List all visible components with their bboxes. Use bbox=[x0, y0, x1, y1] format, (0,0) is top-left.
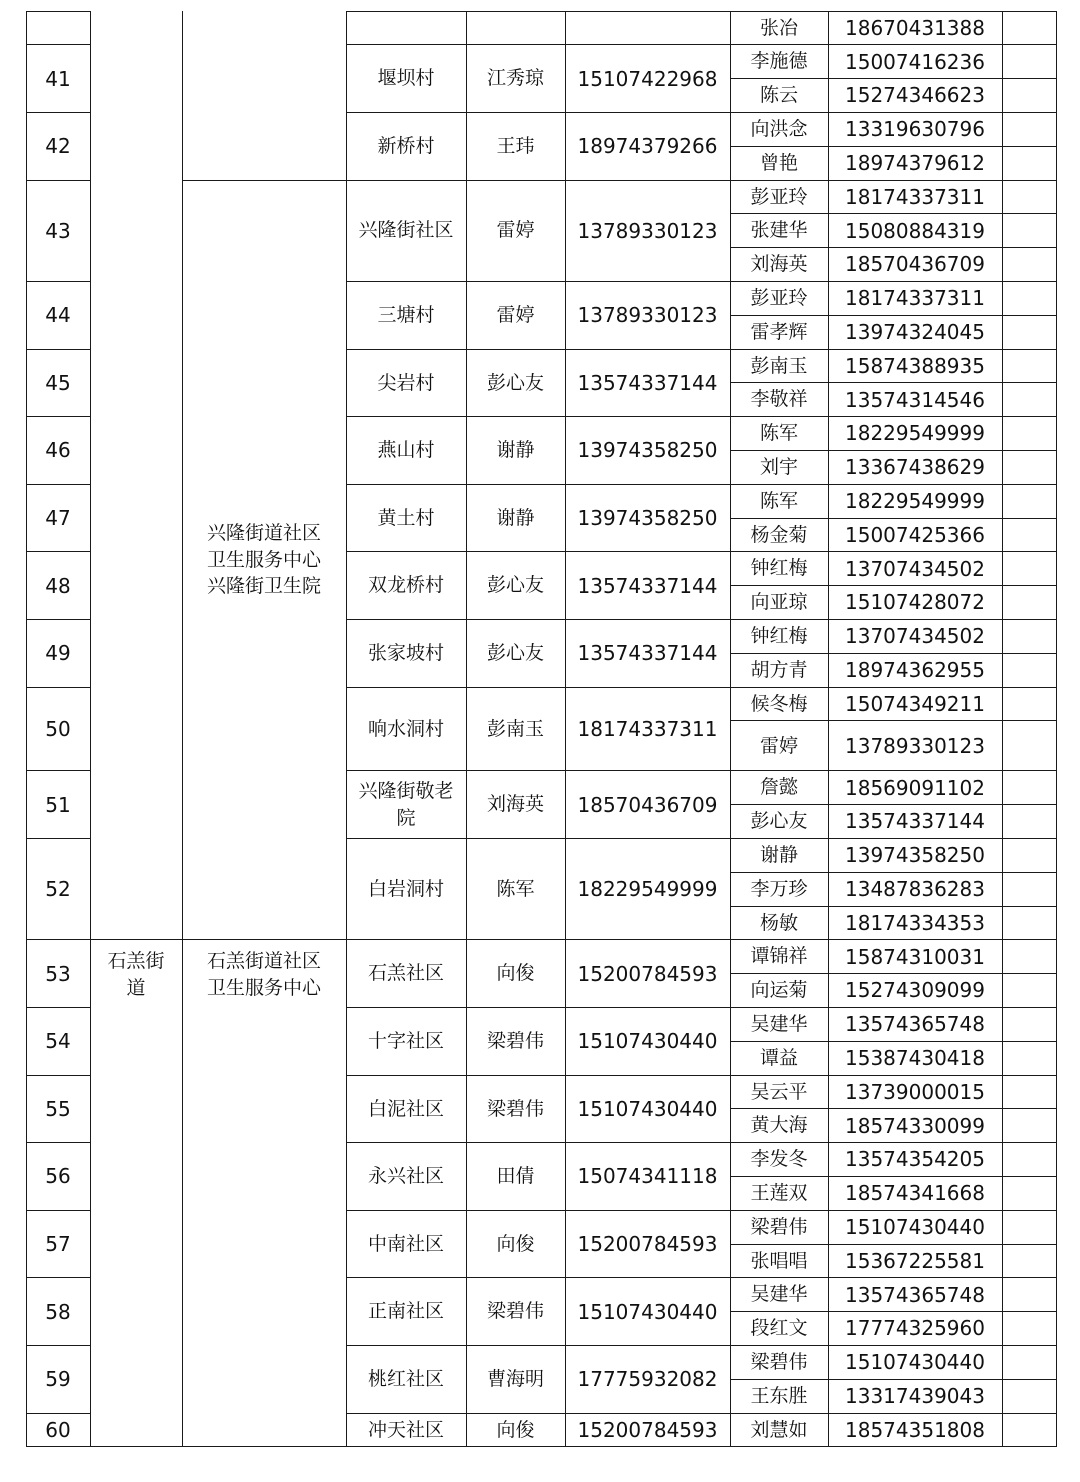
row-divider bbox=[26, 1210, 90, 1211]
staff-subrow-divider bbox=[730, 78, 1056, 79]
row-divider bbox=[26, 1277, 90, 1278]
row-number-cell: 54 bbox=[45, 1029, 71, 1054]
row-divider bbox=[26, 939, 90, 940]
village-cell: 正南社区 bbox=[367, 1300, 444, 1323]
row-divider bbox=[26, 281, 90, 282]
row-divider bbox=[346, 687, 1056, 688]
row-number-cell: 43 bbox=[45, 218, 71, 243]
bottom-border bbox=[26, 1446, 1057, 1447]
contact-name-cell: 陈军 bbox=[496, 877, 535, 900]
contact-phone-cell: 18174337311 bbox=[577, 716, 718, 741]
row-divider bbox=[26, 1142, 90, 1143]
staff-subrow-divider bbox=[730, 450, 1056, 451]
row-number-cell: 44 bbox=[45, 303, 71, 328]
contact-phone-cell: 13574337144 bbox=[577, 573, 718, 598]
row-divider bbox=[346, 349, 1056, 350]
staff-phone-cell: 15367225581 bbox=[845, 1248, 985, 1273]
staff-name-cell: 雷婷 bbox=[759, 734, 798, 757]
row-number-cell: 42 bbox=[45, 134, 71, 159]
staff-name-cell: 吴建华 bbox=[750, 1012, 808, 1035]
column-divider bbox=[1002, 11, 1003, 1448]
staff-name-cell: 张冶 bbox=[759, 16, 798, 39]
staff-name-cell: 钟红梅 bbox=[750, 557, 808, 580]
staff-name-cell: 陈云 bbox=[759, 84, 798, 107]
row-divider bbox=[346, 112, 1056, 113]
staff-name-cell: 谭益 bbox=[759, 1046, 798, 1069]
row-divider bbox=[346, 619, 1056, 620]
row-number-cell: 47 bbox=[45, 505, 71, 530]
village-cell: 堰坝村 bbox=[377, 67, 435, 90]
contact-phone-cell: 18974379266 bbox=[577, 134, 718, 159]
contact-phone-cell: 15107430440 bbox=[577, 1029, 718, 1054]
staff-phone-cell: 13789330123 bbox=[845, 733, 985, 758]
row-divider bbox=[26, 1413, 90, 1414]
top-border bbox=[346, 11, 1056, 12]
row-divider bbox=[26, 619, 90, 620]
staff-name-cell: 向亚琼 bbox=[750, 591, 808, 614]
staff-name-cell: 彭亚玲 bbox=[750, 185, 808, 208]
staff-name-cell: 梁碧伟 bbox=[750, 1350, 808, 1373]
contact-name-cell: 王玮 bbox=[496, 134, 535, 157]
row-divider bbox=[26, 687, 90, 688]
staff-phone-cell: 18174334353 bbox=[845, 910, 985, 935]
staff-subrow-divider bbox=[730, 1041, 1056, 1042]
contact-phone-cell: 13789330123 bbox=[577, 303, 718, 328]
table-border-right bbox=[1056, 11, 1057, 1448]
staff-phone-cell: 15107430440 bbox=[845, 1215, 985, 1240]
contact-name-cell: 彭南玉 bbox=[486, 717, 544, 740]
column-divider bbox=[466, 11, 467, 1448]
staff-phone-cell: 15274346623 bbox=[845, 83, 985, 108]
village-cell: 黄土村 bbox=[377, 506, 435, 529]
row-divider bbox=[182, 939, 346, 940]
staff-name-cell: 刘海英 bbox=[750, 253, 808, 276]
contact-phone-cell: 13974358250 bbox=[577, 505, 718, 530]
contact-name-cell: 雷婷 bbox=[496, 303, 535, 326]
staff-phone-cell: 13974358250 bbox=[845, 843, 985, 868]
contact-name-cell: 向俊 bbox=[496, 1232, 535, 1255]
health-center-cell: 兴隆街道社区 卫生服务中心 兴隆街卫生院 bbox=[206, 522, 321, 598]
contact-phone-cell: 15200784593 bbox=[577, 1417, 718, 1442]
staff-subrow-divider bbox=[730, 1176, 1056, 1177]
staff-name-cell: 谭锦祥 bbox=[750, 945, 808, 968]
staff-subrow-divider bbox=[730, 872, 1056, 873]
contact-name-cell: 向俊 bbox=[496, 962, 535, 985]
staff-name-cell: 王莲双 bbox=[750, 1181, 808, 1204]
contact-phone-cell: 15107430440 bbox=[577, 1096, 718, 1121]
staff-name-cell: 彭亚玲 bbox=[750, 286, 808, 309]
contact-phone-cell: 18229549999 bbox=[577, 877, 718, 902]
column-divider bbox=[828, 11, 829, 1448]
village-cell: 三塘村 bbox=[377, 303, 435, 326]
village-cell: 中南社区 bbox=[367, 1232, 444, 1255]
contact-phone-cell: 15107422968 bbox=[577, 66, 718, 91]
staff-phone-cell: 15074349211 bbox=[845, 691, 985, 716]
staff-subrow-divider bbox=[730, 315, 1056, 316]
staff-phone-cell: 18574330099 bbox=[845, 1113, 985, 1138]
contact-name-cell: 曹海明 bbox=[486, 1367, 544, 1390]
village-cell: 冲天社区 bbox=[367, 1418, 444, 1441]
row-divider bbox=[90, 939, 182, 940]
contact-phone-cell: 13574337144 bbox=[577, 370, 718, 395]
staff-phone-cell: 15080884319 bbox=[845, 218, 985, 243]
staff-name-cell: 陈军 bbox=[759, 422, 798, 445]
staff-name-cell: 陈军 bbox=[759, 489, 798, 512]
row-divider bbox=[346, 1277, 1056, 1278]
village-cell: 桃红社区 bbox=[367, 1367, 444, 1390]
staff-subrow-divider bbox=[730, 146, 1056, 147]
staff-phone-cell: 18174337311 bbox=[845, 286, 985, 311]
row-divider bbox=[26, 349, 90, 350]
village-cell: 兴隆街社区 bbox=[358, 219, 454, 242]
row-number-cell: 48 bbox=[45, 573, 71, 598]
village-cell: 响水洞村 bbox=[367, 717, 444, 740]
row-number-cell: 60 bbox=[45, 1417, 71, 1442]
staff-phone-cell: 13739000015 bbox=[845, 1079, 985, 1104]
column-divider bbox=[182, 11, 183, 1448]
staff-phone-cell: 13574365748 bbox=[845, 1012, 985, 1037]
contact-phone-cell: 15107430440 bbox=[577, 1299, 718, 1324]
row-number-cell: 45 bbox=[45, 370, 71, 395]
staff-phone-cell: 13707434502 bbox=[845, 624, 985, 649]
staff-name-cell: 李施德 bbox=[750, 50, 808, 73]
column-divider bbox=[730, 11, 731, 1448]
row-divider bbox=[26, 838, 90, 839]
row-divider bbox=[26, 1075, 90, 1076]
staff-phone-cell: 18974362955 bbox=[845, 658, 985, 683]
contact-name-cell: 刘海英 bbox=[486, 793, 544, 816]
staff-phone-cell: 15007416236 bbox=[845, 49, 985, 74]
row-divider bbox=[26, 416, 90, 417]
row-divider bbox=[346, 44, 1056, 45]
row-divider bbox=[346, 939, 1056, 940]
staff-name-cell: 刘宇 bbox=[759, 455, 798, 478]
contact-name-cell: 田倩 bbox=[496, 1165, 535, 1188]
contact-phone-cell: 17775932082 bbox=[577, 1367, 718, 1392]
village-cell: 尖岩村 bbox=[377, 371, 435, 394]
staff-phone-cell: 13319630796 bbox=[845, 117, 985, 142]
staff-name-cell: 胡方青 bbox=[750, 658, 808, 681]
village-cell: 新桥村 bbox=[377, 134, 435, 157]
subdistrict-cell: 石羔街 道 bbox=[107, 950, 165, 999]
contact-name-cell: 向俊 bbox=[496, 1418, 535, 1441]
row-number-cell: 53 bbox=[45, 961, 71, 986]
staff-phone-cell: 13574354205 bbox=[845, 1147, 985, 1172]
staff-name-cell: 黄大海 bbox=[750, 1114, 808, 1137]
contact-name-cell: 彭心友 bbox=[486, 574, 544, 597]
row-divider bbox=[26, 180, 90, 181]
column-divider bbox=[26, 11, 27, 1448]
staff-name-cell: 张建华 bbox=[750, 219, 808, 242]
staff-phone-cell: 18974379612 bbox=[845, 151, 985, 176]
row-divider bbox=[346, 1210, 1056, 1211]
row-divider bbox=[346, 551, 1056, 552]
contact-name-cell: 梁碧伟 bbox=[486, 1300, 544, 1323]
staff-name-cell: 王东胜 bbox=[750, 1384, 808, 1407]
row-divider bbox=[346, 1007, 1056, 1008]
staff-name-cell: 杨金菊 bbox=[750, 523, 808, 546]
contact-phone-cell: 13789330123 bbox=[577, 218, 718, 243]
row-number-cell: 49 bbox=[45, 641, 71, 666]
row-divider bbox=[182, 180, 346, 181]
staff-phone-cell: 18174337311 bbox=[845, 184, 985, 209]
row-number-cell: 50 bbox=[45, 716, 71, 741]
staff-phone-cell: 13317439043 bbox=[845, 1384, 985, 1409]
staff-phone-cell: 15874310031 bbox=[845, 944, 985, 969]
staff-name-cell: 詹懿 bbox=[759, 776, 798, 799]
staff-phone-cell: 18574341668 bbox=[845, 1181, 985, 1206]
staff-phone-cell: 13707434502 bbox=[845, 556, 985, 581]
row-number-cell: 52 bbox=[45, 877, 71, 902]
staff-phone-cell: 13574365748 bbox=[845, 1282, 985, 1307]
staff-subrow-divider bbox=[730, 720, 1056, 721]
village-cell: 双龙桥村 bbox=[367, 574, 444, 597]
staff-phone-cell: 18229549999 bbox=[845, 421, 985, 446]
staff-phone-cell: 13574337144 bbox=[845, 809, 985, 834]
village-cell: 石羔社区 bbox=[367, 962, 444, 985]
staff-name-cell: 雷孝辉 bbox=[750, 320, 808, 343]
staff-phone-cell: 13487836283 bbox=[845, 877, 985, 902]
row-divider bbox=[346, 281, 1056, 282]
staff-subrow-divider bbox=[730, 1244, 1056, 1245]
staff-name-cell: 向运菊 bbox=[750, 979, 808, 1002]
row-divider bbox=[26, 484, 90, 485]
row-divider bbox=[26, 44, 90, 45]
staff-name-cell: 彭心友 bbox=[750, 810, 808, 833]
row-divider bbox=[26, 112, 90, 113]
staff-subrow-divider bbox=[730, 1379, 1056, 1380]
row-divider bbox=[26, 1345, 90, 1346]
row-number-cell: 58 bbox=[45, 1299, 71, 1324]
village-cell: 白泥社区 bbox=[367, 1097, 444, 1120]
staff-subrow-divider bbox=[730, 1108, 1056, 1109]
row-number-cell: 46 bbox=[45, 438, 71, 463]
staff-phone-cell: 18229549999 bbox=[845, 489, 985, 514]
contact-name-cell: 彭心友 bbox=[486, 371, 544, 394]
row-divider bbox=[346, 180, 1056, 181]
staff-name-cell: 李万珍 bbox=[750, 877, 808, 900]
column-divider bbox=[90, 11, 91, 1448]
row-number-cell: 51 bbox=[45, 792, 71, 817]
staff-subrow-divider bbox=[730, 1311, 1056, 1312]
staff-name-cell: 段红文 bbox=[750, 1317, 808, 1340]
staff-name-cell: 张唱唱 bbox=[750, 1249, 808, 1272]
staff-phone-cell: 17774325960 bbox=[845, 1316, 985, 1341]
staff-name-cell: 彭南玉 bbox=[750, 354, 808, 377]
staff-phone-cell: 15107428072 bbox=[845, 590, 985, 615]
row-number-cell: 57 bbox=[45, 1231, 71, 1256]
staff-subrow-divider bbox=[730, 804, 1056, 805]
staff-name-cell: 刘慧如 bbox=[750, 1418, 808, 1441]
staff-subrow-divider bbox=[730, 585, 1056, 586]
contact-phone-cell: 15200784593 bbox=[577, 961, 718, 986]
staff-phone-cell: 15387430418 bbox=[845, 1046, 985, 1071]
staff-phone-cell: 15007425366 bbox=[845, 522, 985, 547]
health-center-cell: 石羔街道社区 卫生服务中心 bbox=[206, 950, 321, 999]
row-divider bbox=[346, 484, 1056, 485]
column-divider bbox=[346, 11, 347, 1448]
staff-subrow-divider bbox=[730, 382, 1056, 383]
village-cell: 白岩洞村 bbox=[367, 877, 444, 900]
village-cell: 永兴社区 bbox=[367, 1165, 444, 1188]
row-divider bbox=[346, 1413, 1056, 1414]
staff-name-cell: 吴建华 bbox=[750, 1283, 808, 1306]
contact-phone-cell: 18570436709 bbox=[577, 792, 718, 817]
contact-name-cell: 江秀琼 bbox=[486, 67, 544, 90]
row-number-cell: 56 bbox=[45, 1164, 71, 1189]
staff-phone-cell: 18670431388 bbox=[845, 15, 985, 40]
contact-phone-cell: 13574337144 bbox=[577, 641, 718, 666]
row-number-cell: 41 bbox=[45, 66, 71, 91]
staff-subrow-divider bbox=[730, 653, 1056, 654]
staff-name-cell: 吴云平 bbox=[750, 1080, 808, 1103]
staff-name-cell: 曾艳 bbox=[759, 151, 798, 174]
row-divider bbox=[346, 1142, 1056, 1143]
contact-name-cell: 谢静 bbox=[496, 439, 535, 462]
staff-subrow-divider bbox=[730, 906, 1056, 907]
row-number-cell: 55 bbox=[45, 1096, 71, 1121]
staff-phone-cell: 15874388935 bbox=[845, 353, 985, 378]
staff-name-cell: 杨敏 bbox=[759, 911, 798, 934]
village-cell: 燕山村 bbox=[377, 439, 435, 462]
contact-phone-cell: 15074341118 bbox=[577, 1164, 718, 1189]
staff-subrow-divider bbox=[730, 247, 1056, 248]
row-divider bbox=[346, 770, 1056, 771]
staff-subrow-divider bbox=[730, 213, 1056, 214]
staff-phone-cell: 18574351808 bbox=[845, 1417, 985, 1442]
contact-phone-cell: 15200784593 bbox=[577, 1231, 718, 1256]
top-border-left bbox=[26, 11, 90, 12]
staff-phone-cell: 13367438629 bbox=[845, 455, 985, 480]
staff-name-cell: 李发冬 bbox=[750, 1148, 808, 1171]
staff-phone-cell: 15274309099 bbox=[845, 978, 985, 1003]
village-cell: 兴隆街敬老 院 bbox=[358, 780, 454, 829]
village-cell: 张家坡村 bbox=[367, 641, 444, 664]
row-divider bbox=[346, 1345, 1056, 1346]
staff-phone-cell: 15107430440 bbox=[845, 1350, 985, 1375]
contact-name-cell: 谢静 bbox=[496, 506, 535, 529]
staff-name-cell: 梁碧伟 bbox=[750, 1215, 808, 1238]
village-cell: 十字社区 bbox=[367, 1029, 444, 1052]
staff-name-cell: 候冬梅 bbox=[750, 692, 808, 715]
row-divider bbox=[26, 551, 90, 552]
row-divider bbox=[26, 1007, 90, 1008]
staff-phone-cell: 13574314546 bbox=[845, 387, 985, 412]
row-divider bbox=[346, 1075, 1056, 1076]
staff-name-cell: 钟红梅 bbox=[750, 624, 808, 647]
staff-phone-cell: 18570436709 bbox=[845, 252, 985, 277]
column-divider bbox=[565, 11, 566, 1448]
staff-name-cell: 李敬祥 bbox=[750, 388, 808, 411]
staff-name-cell: 谢静 bbox=[759, 843, 798, 866]
contact-name-cell: 梁碧伟 bbox=[486, 1097, 544, 1120]
staff-phone-cell: 18569091102 bbox=[845, 775, 985, 800]
row-number-cell: 59 bbox=[45, 1367, 71, 1392]
contact-phone-cell: 13974358250 bbox=[577, 438, 718, 463]
staff-subrow-divider bbox=[730, 973, 1056, 974]
contact-name-cell: 彭心友 bbox=[486, 641, 544, 664]
staff-phone-cell: 13974324045 bbox=[845, 320, 985, 345]
staff-name-cell: 向洪念 bbox=[750, 117, 808, 140]
staff-subrow-divider bbox=[730, 518, 1056, 519]
row-divider bbox=[346, 838, 1056, 839]
row-divider bbox=[346, 416, 1056, 417]
contact-name-cell: 雷婷 bbox=[496, 219, 535, 242]
contact-name-cell: 梁碧伟 bbox=[486, 1029, 544, 1052]
row-divider bbox=[26, 770, 90, 771]
